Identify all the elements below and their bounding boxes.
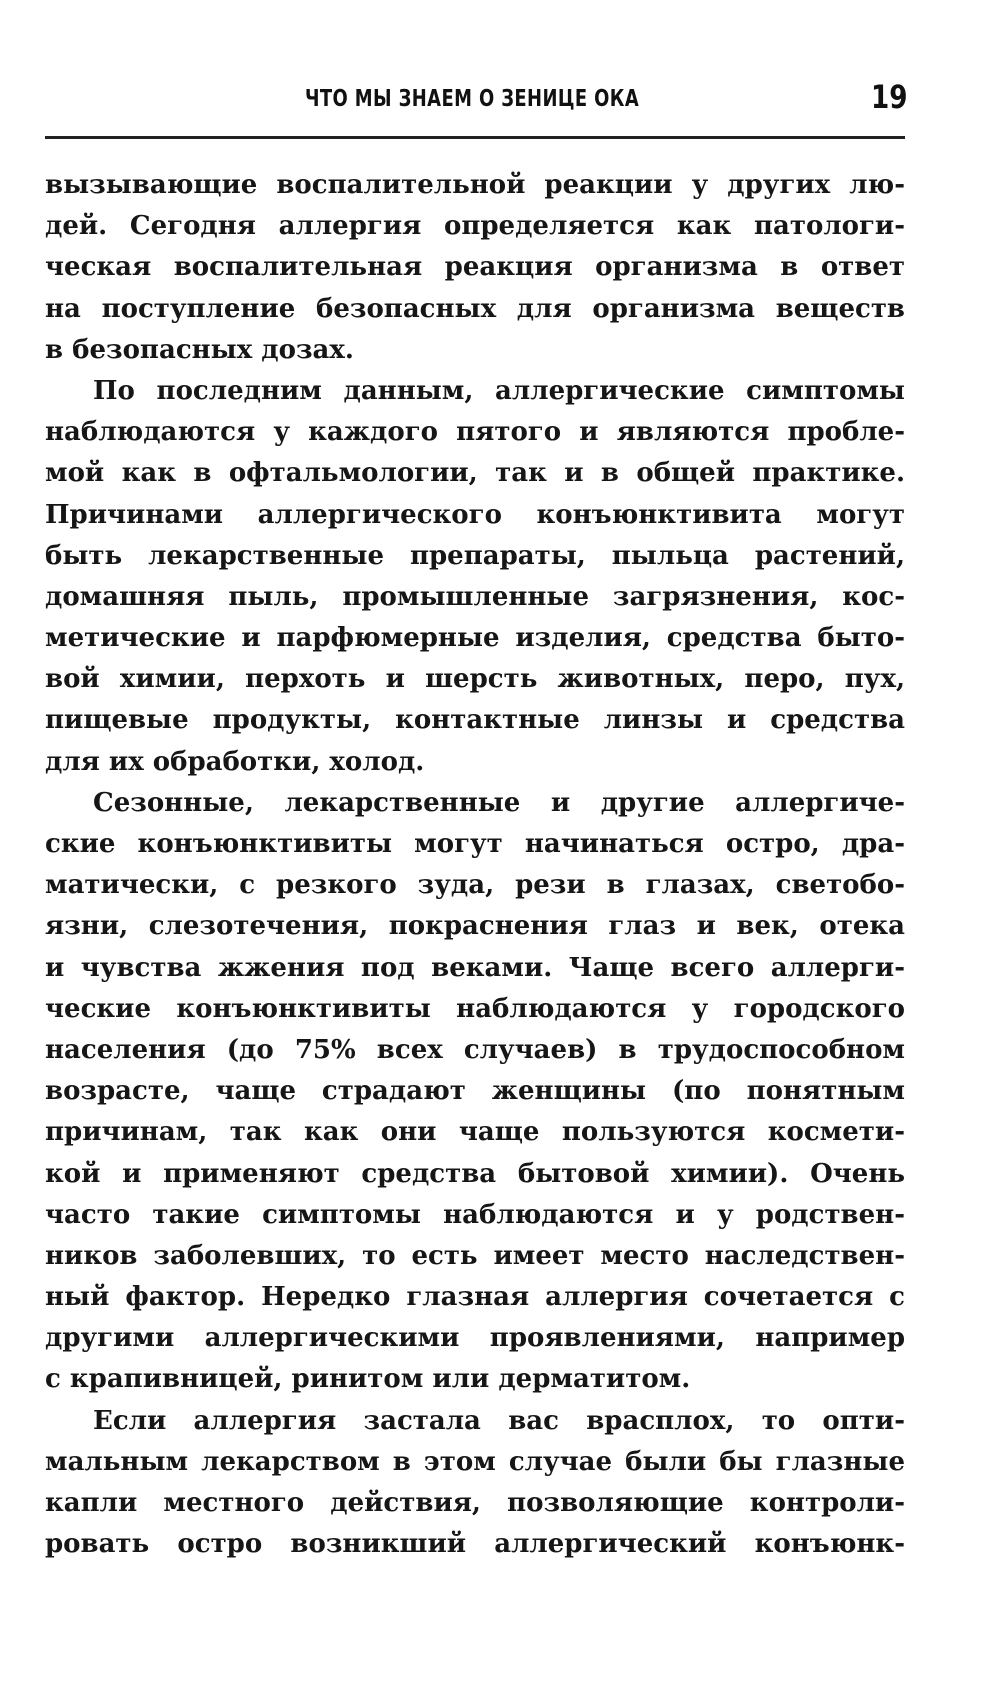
text-line: на поступление безопасных для организма веществ xyxy=(45,293,905,324)
text-line: мальным лекарством в этом случае были бы глазные xyxy=(45,1446,905,1477)
text-line: в безопасных дозах. xyxy=(45,334,354,365)
running-title: ЧТО МЫ ЗНАЕМ О ЗЕНИЦЕ ОКА xyxy=(305,86,640,112)
text-line: другими аллергическими проявлениями, например xyxy=(45,1323,905,1354)
text-line: ников заболевших, то есть имеет место наследствен- xyxy=(45,1240,905,1271)
text-line: возрасте, чаще страдают женщины (по понятным xyxy=(45,1076,905,1107)
text-line: По последним данным, аллергические симптомы xyxy=(93,375,905,406)
text-line: капли местного действия, позволяющие контроли- xyxy=(45,1488,905,1518)
text-line: пищевые продукты, контактные линзы и средства xyxy=(45,705,905,736)
text-line: быть лекарственные препараты, пыльца растений, xyxy=(45,540,905,571)
text-line: ческая воспалительная реакция организма в ответ xyxy=(45,252,905,283)
text-line: населения (до 75% всех случаев) в трудоспособном xyxy=(45,1034,905,1065)
text-line: вызывающие воспалительной реакции у других лю- xyxy=(45,170,905,200)
text-line: домашняя пыль, промышленные загрязнения, кос- xyxy=(45,581,905,612)
text-line: Причинами аллергического конъюнктивита могут xyxy=(45,499,905,530)
text-line: кой и применяют средства бытовой химии). Очень xyxy=(45,1158,905,1189)
text-line: Сезонные, лекарственные и другие аллергиче- xyxy=(93,787,905,818)
text-line: и чувства жжения под веками. Чаще всего аллерги- xyxy=(45,952,905,983)
text-line: метические и парфюмерные изделия, средства быто- xyxy=(45,623,905,654)
text-line: ровать остро возникший аллергический конъюнк- xyxy=(45,1529,905,1560)
text-line: с крапивницей, ринитом или дерматитом. xyxy=(45,1364,691,1395)
text-line: наблюдаются у каждого пятого и являются пробле- xyxy=(45,417,905,448)
text-line: часто такие симптомы наблюдаются и у родствен- xyxy=(45,1199,905,1230)
text-line: язни, слезотечения, покраснения глаз и век, отека xyxy=(45,911,905,942)
text-line: Если аллергия застала вас врасплох, то опти- xyxy=(93,1405,905,1436)
text-line: вой химии, перхоть и шерсть животных, перо, пух, xyxy=(45,664,905,695)
text-line: мой как в офтальмологии, так и в общей практике. xyxy=(45,458,905,489)
text-line: причинам, так как они чаще пользуются космети- xyxy=(45,1117,905,1148)
text-line: дей. Сегодня аллергия определяется как патологи- xyxy=(45,211,905,242)
header-rule xyxy=(45,136,905,139)
text-line: матически, с резкого зуда, рези в глазах, светобо- xyxy=(45,870,905,901)
text-line: ские конъюнктивиты могут начинаться остро, дра- xyxy=(45,829,905,859)
page-number: 19 xyxy=(871,78,908,116)
text-line: для их обработки, холод. xyxy=(45,746,425,777)
text-line: ческие конъюнктивиты наблюдаются у городского xyxy=(45,993,905,1024)
body-text xyxy=(45,165,905,1565)
text-line: ный фактор. Нередко глазная аллергия сочетается с xyxy=(45,1282,905,1313)
